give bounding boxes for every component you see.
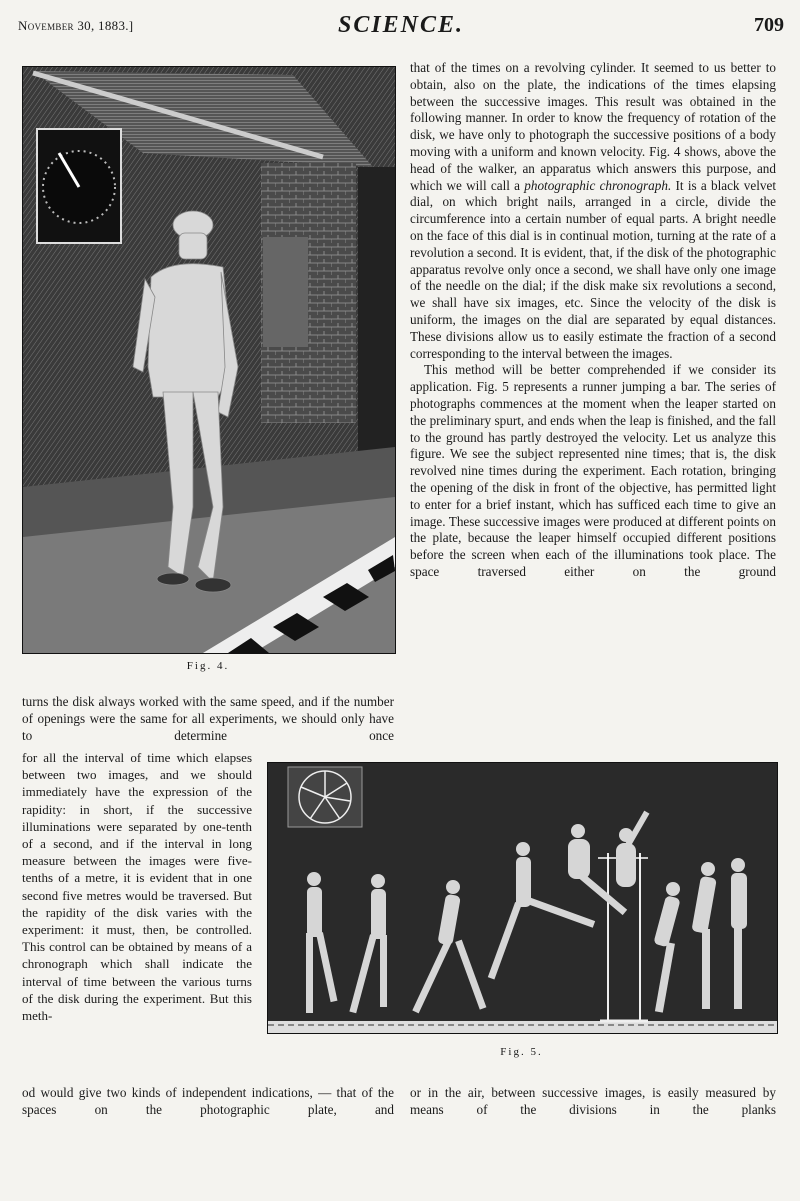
- paragraph: od would give two kinds of independent indications, — that of the spaces on the photographic plate, and: [22, 1085, 394, 1117]
- paragraph: This method will be better comprehended if we consider its application. Fig. 5 represents a runner jumping a bar. The series of photographs commences at the moment when the leaper started on the preliminary spurt, and ends when the leap is finished, and the fall to the ground has partly destroyed the velocity. Let us analyze this figure. We see the subject represented nine times; that is, the disk revolved nine times during the experiment. Each rotation, bringing the opening of the disk in front of the objective, has permitted light to enter for a brief instant, which has sufficed each time to give an image. These successive images were produced at different points on the plate, because the leaper himself occupied different positions before the screen when each of the illuminations took place. The space traversed either on the ground: [410, 362, 776, 579]
- paragraph: or in the air, between successive images, is easily measured by means of the divisions in the planks: [410, 1085, 776, 1117]
- bottom-left-text: [22, 1085, 394, 1119]
- left-column-text: [22, 694, 394, 744]
- figure-4-engraving: [22, 66, 396, 654]
- jumper-sequence: [268, 763, 777, 1033]
- issue-date: November 30, 1883.]: [18, 18, 134, 33]
- figure-5-photograph: [267, 762, 778, 1034]
- journal-title: SCIENCE.: [337, 12, 465, 38]
- walker-illustration: [23, 67, 395, 653]
- bottom-right-text: [410, 1085, 776, 1119]
- page-number: 709: [754, 14, 784, 36]
- figure-4-caption: Fig. 4.: [186, 660, 230, 672]
- paragraph: turns the disk always worked with the same speed, and if the number of openings were the same for all experiments, we should only have to determine once: [22, 694, 394, 743]
- right-column-text: [410, 60, 776, 581]
- paragraph: for all the interval of time which elapses between two images, and we should immediately have the expression of the rapidity: in short, if the successive illuminations were separated by one-tenth of a second, and if the interval in long measure between the images were five-tenths of a metre, it is evident that in one second five metres would be traversed. But the rapidity of the disk varies with the experiment: it must, then, be controlled. This control can be obtained by means of a chronograph which shall indicate the interval of time between the various turns of the disk during the experiment. But this meth-: [22, 750, 252, 1024]
- paragraph: that of the times on a revolving cylinder. It seemed to us better to obtain, also on the plate, the indications of the times elapsing between the successive images. This result was obtained in the following manner. In order to know the frequency of rotation of the disk, we have only to photograph the successive positions of a body moving with a uniform and known velocity. Fig. 4 shows, above the head of the walker, an apparatus which answers this purpose, and which we will call a photographic chronograph. It is a black velvet dial, on which bright nails, arranged in a circle, divide the circumference into a certain number of equal parts. A bright needle on the face of this dial is in continual motion, turning at the rate of a revolution a second. It is evident, that, if the disk of the photographic apparatus revolve only once a second, we shall have only one image of the needle on the dial; if the disk make six revolutions a second, we shall have six images, etc. Since the velocity of the disk is uniform, the images on the dial are separated by equal distances. These divisions allow us to easily estimate the fraction of a second corresponding to the interval between the images.: [410, 60, 776, 361]
- emphasis-term: photographic chronograph.: [524, 177, 672, 193]
- running-header: [18, 12, 784, 42]
- figure-5-caption: Fig. 5.: [500, 1046, 543, 1058]
- narrow-column-text: [22, 749, 252, 1024]
